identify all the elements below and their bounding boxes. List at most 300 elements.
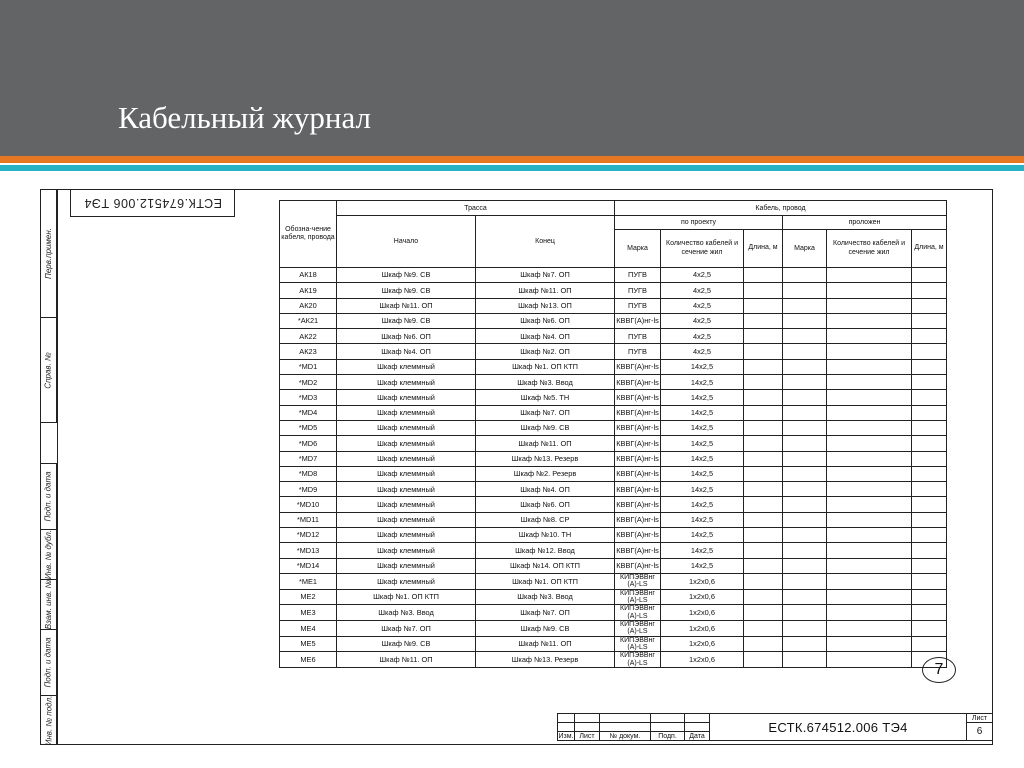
cable-cores: 4х2,5	[661, 298, 744, 313]
table-row	[280, 329, 947, 344]
laid-length	[912, 390, 947, 405]
side-label-ref-no: Справ. №	[44, 351, 53, 389]
side-cell-first-use	[41, 190, 56, 318]
table-row	[280, 652, 947, 668]
cable-brand: КИПЭВВнг (А)-LS	[615, 652, 661, 668]
table-row	[280, 589, 947, 605]
cable-length	[744, 636, 783, 652]
cable-id: ME4	[280, 621, 337, 637]
cable-length	[744, 313, 783, 328]
route-end: Шкаф №13. Резерв	[476, 451, 615, 466]
cable-brand: КВВГ(А)нг-ls	[615, 390, 661, 405]
route-start: Шкаф клеммный	[337, 390, 476, 405]
cable-cores: 1х2х0,6	[661, 605, 744, 621]
cable-cores: 1х2х0,6	[661, 652, 744, 668]
route-end: Шкаф №11. ОП	[476, 283, 615, 298]
cable-cores: 1х2х0,6	[661, 621, 744, 637]
route-start: Шкаф клеммный	[337, 375, 476, 390]
cable-length	[744, 359, 783, 374]
table-row	[280, 298, 947, 313]
cable-cores: 14х2,5	[661, 436, 744, 451]
cable-length	[744, 573, 783, 589]
stamp-code-text: ЕСТК.674512.006 ТЭ4	[83, 196, 222, 210]
cable-length	[744, 466, 783, 481]
laid-brand	[783, 528, 827, 543]
accent-stripe-orange	[0, 156, 1024, 163]
cable-brand: КВВГ(А)нг-ls	[615, 436, 661, 451]
laid-length	[912, 420, 947, 435]
route-start: Шкаф клеммный	[337, 497, 476, 512]
table-row	[280, 512, 947, 527]
cable-brand: КВВГ(А)нг-ls	[615, 451, 661, 466]
drawing-stamp-code	[70, 189, 235, 217]
cable-cores: 1х2х0,6	[661, 589, 744, 605]
cable-cores: 14х2,5	[661, 558, 744, 573]
cable-id: ME3	[280, 605, 337, 621]
cable-id: АК20	[280, 298, 337, 313]
cable-cores: 4х2,5	[661, 344, 744, 359]
side-column-upper	[40, 189, 57, 423]
cable-length	[744, 420, 783, 435]
accent-stripe-teal	[0, 165, 1024, 171]
cable-length	[744, 451, 783, 466]
route-end: Шкаф №3. Ввод	[476, 375, 615, 390]
cable-brand: КИПЭВВнг (А)-LS	[615, 621, 661, 637]
laid-brand	[783, 268, 827, 283]
laid-length	[912, 344, 947, 359]
cable-id: *MD8	[280, 466, 337, 481]
cable-length	[744, 283, 783, 298]
cable-brand: КВВГ(А)нг-ls	[615, 528, 661, 543]
laid-brand	[783, 329, 827, 344]
cable-length	[744, 329, 783, 344]
laid-length	[912, 436, 947, 451]
tb-cell	[651, 714, 685, 723]
laid-length	[912, 558, 947, 573]
cable-id: *АК21	[280, 313, 337, 328]
cable-brand: КВВГ(А)нг-ls	[615, 543, 661, 558]
table-row	[280, 482, 947, 497]
cable-brand: КВВГ(А)нг-ls	[615, 313, 661, 328]
laid-length	[912, 589, 947, 605]
route-start: Шкаф №4. ОП	[337, 344, 476, 359]
laid-brand	[783, 482, 827, 497]
cable-length	[744, 436, 783, 451]
cable-id: ME2	[280, 589, 337, 605]
side-cell-sign-date-2	[41, 630, 56, 696]
cable-id: АК18	[280, 268, 337, 283]
route-start: Шкаф №9. СВ	[337, 283, 476, 298]
laid-cores	[827, 482, 912, 497]
laid-length	[912, 313, 947, 328]
route-start: Шкаф клеммный	[337, 558, 476, 573]
sheet-number-circle: 7	[922, 657, 956, 683]
side-cell-dup-inv	[41, 530, 56, 580]
laid-cores	[827, 268, 912, 283]
table-row	[280, 573, 947, 589]
cable-brand: КВВГ(А)нг-ls	[615, 497, 661, 512]
table-row	[280, 283, 947, 298]
route-start: Шкаф клеммный	[337, 359, 476, 374]
laid-cores	[827, 528, 912, 543]
cable-length	[744, 298, 783, 313]
route-start: Шкаф клеммный	[337, 512, 476, 527]
laid-cores	[827, 436, 912, 451]
cable-cores: 14х2,5	[661, 390, 744, 405]
title-block-code: ЕСТК.674512.006 ТЭ4	[710, 714, 967, 741]
cable-length	[744, 512, 783, 527]
slide-title: Кабельный журнал	[118, 100, 372, 135]
route-end: Шкаф №4. ОП	[476, 482, 615, 497]
laid-brand	[783, 512, 827, 527]
tb-col-label: Дата	[685, 732, 710, 741]
tb-cell	[685, 714, 710, 723]
laid-length	[912, 497, 947, 512]
side-cell-replace-inv	[41, 580, 56, 630]
header-route: Трасса	[337, 201, 615, 216]
route-start: Шкаф №9. СВ	[337, 636, 476, 652]
cable-id: *MD14	[280, 558, 337, 573]
table-row	[280, 359, 947, 374]
laid-brand	[783, 298, 827, 313]
laid-length	[912, 283, 947, 298]
laid-brand	[783, 466, 827, 481]
table-row	[280, 390, 947, 405]
cable-id: *MD11	[280, 512, 337, 527]
cable-id: АК22	[280, 329, 337, 344]
cable-cores: 4х2,5	[661, 329, 744, 344]
laid-cores	[827, 573, 912, 589]
route-end: Шкаф №9. СВ	[476, 621, 615, 637]
laid-cores	[827, 313, 912, 328]
cable-id: АК23	[280, 344, 337, 359]
route-end: Шкаф №3. Ввод	[476, 589, 615, 605]
laid-length	[912, 466, 947, 481]
route-end: Шкаф №9. СВ	[476, 420, 615, 435]
route-end: Шкаф №2. ОП	[476, 344, 615, 359]
route-end: Шкаф №13. ОП	[476, 298, 615, 313]
laid-brand	[783, 344, 827, 359]
header-laid: проложен	[783, 216, 947, 230]
cable-id: *MD13	[280, 543, 337, 558]
laid-length	[912, 512, 947, 527]
table-row	[280, 543, 947, 558]
cable-id: АК19	[280, 283, 337, 298]
cable-length	[744, 543, 783, 558]
route-end: Шкаф №10. ТН	[476, 528, 615, 543]
laid-cores	[827, 405, 912, 420]
cable-brand: КВВГ(А)нг-ls	[615, 558, 661, 573]
cable-brand: ПУГВ	[615, 329, 661, 344]
route-start: Шкаф №9. СВ	[337, 313, 476, 328]
laid-brand	[783, 390, 827, 405]
tb-cell	[651, 723, 685, 732]
laid-brand	[783, 420, 827, 435]
table-row	[280, 375, 947, 390]
cable-brand: КВВГ(А)нг-ls	[615, 466, 661, 481]
laid-brand	[783, 558, 827, 573]
header-length-project: Длина, м	[744, 230, 783, 268]
cable-length	[744, 482, 783, 497]
tb-col-label: Изм.	[558, 732, 574, 740]
side-label-orig-inv: Инв. № подл.	[44, 695, 54, 745]
header-end: Конец	[476, 216, 615, 268]
cable-id: *MD5	[280, 420, 337, 435]
laid-cores	[827, 589, 912, 605]
route-start: Шкаф клеммный	[337, 528, 476, 543]
route-end: Шкаф №7. ОП	[476, 605, 615, 621]
laid-length	[912, 375, 947, 390]
cable-cores: 14х2,5	[661, 512, 744, 527]
laid-brand	[783, 405, 827, 420]
cable-brand: КВВГ(А)нг-ls	[615, 512, 661, 527]
cable-brand: КИПЭВВнг (А)-LS	[615, 573, 661, 589]
tb-col-label: № докум.	[600, 732, 651, 741]
route-start: Шкаф №6. ОП	[337, 329, 476, 344]
cable-length	[744, 390, 783, 405]
cable-length	[744, 405, 783, 420]
route-start: Шкаф №7. ОП	[337, 621, 476, 637]
header-count-section-laid: Количество кабелей и сечение жил	[827, 230, 912, 268]
cable-length	[744, 589, 783, 605]
laid-brand	[783, 589, 827, 605]
laid-brand	[783, 543, 827, 558]
cable-cores: 14х2,5	[661, 451, 744, 466]
cable-length	[744, 497, 783, 512]
cable-length	[744, 268, 783, 283]
cable-brand: ПУГВ	[615, 268, 661, 283]
route-end: Шкаф №8. СР	[476, 512, 615, 527]
laid-cores	[827, 283, 912, 298]
header-cable: Кабель, провод	[615, 201, 947, 216]
cable-id: *MD7	[280, 451, 337, 466]
tb-cell	[600, 723, 651, 732]
header-designation: Обозна-чение кабеля, провода	[280, 201, 337, 268]
tb-cell	[558, 723, 575, 732]
cable-id: *MD4	[280, 405, 337, 420]
side-label-sign-date-1: Подп. и дата	[44, 471, 53, 522]
header-start: Начало	[337, 216, 476, 268]
route-start: Шкаф клеммный	[337, 573, 476, 589]
route-end: Шкаф №6. ОП	[476, 313, 615, 328]
cable-cores: 1х2х0,6	[661, 573, 744, 589]
table-row	[280, 313, 947, 328]
laid-length	[912, 482, 947, 497]
route-start: Шкаф №11. ОП	[337, 652, 476, 668]
laid-brand	[783, 359, 827, 374]
laid-brand	[783, 605, 827, 621]
cable-cores: 14х2,5	[661, 497, 744, 512]
cable-length	[744, 344, 783, 359]
laid-cores	[827, 636, 912, 652]
laid-length	[912, 528, 947, 543]
cable-brand: КВВГ(А)нг-ls	[615, 405, 661, 420]
laid-brand	[783, 636, 827, 652]
header-length-laid: Длина, м	[912, 230, 947, 268]
laid-cores	[827, 652, 912, 668]
title-block-sheet-label: Лист	[967, 714, 993, 723]
side-cell-ref-no	[41, 318, 56, 422]
route-end: Шкаф №11. ОП	[476, 636, 615, 652]
side-cell-orig-inv	[41, 696, 56, 744]
cable-brand: КИПЭВВнг (А)-LS	[615, 589, 661, 605]
laid-length	[912, 636, 947, 652]
cable-length	[744, 375, 783, 390]
laid-cores	[827, 344, 912, 359]
table-row	[280, 636, 947, 652]
cable-brand: ПУГВ	[615, 298, 661, 313]
cable-cores: 14х2,5	[661, 375, 744, 390]
laid-cores	[827, 451, 912, 466]
laid-brand	[783, 652, 827, 668]
laid-cores	[827, 621, 912, 637]
laid-length	[912, 605, 947, 621]
side-label-replace-inv: Взам. инв. №	[44, 579, 54, 630]
laid-length	[912, 451, 947, 466]
table-row	[280, 405, 947, 420]
table-row	[280, 420, 947, 435]
tb-cell	[575, 723, 600, 732]
header-brand-project: Марка	[615, 230, 661, 268]
cable-cores: 4х2,5	[661, 283, 744, 298]
cable-brand: КИПЭВВнг (А)-LS	[615, 605, 661, 621]
table-row	[280, 344, 947, 359]
route-start: Шкаф клеммный	[337, 466, 476, 481]
route-end: Шкаф №12. Ввод	[476, 543, 615, 558]
laid-brand	[783, 283, 827, 298]
laid-length	[912, 405, 947, 420]
cable-id: *MD10	[280, 497, 337, 512]
route-start: Шкаф №9. СВ	[337, 268, 476, 283]
laid-length	[912, 329, 947, 344]
laid-length	[912, 573, 947, 589]
route-end: Шкаф №1. ОП КТП	[476, 359, 615, 374]
laid-cores	[827, 497, 912, 512]
side-cell-sign-date-1	[41, 464, 56, 530]
route-start: Шкаф клеммный	[337, 436, 476, 451]
tb-col-label: Лист	[575, 732, 600, 741]
side-label-sign-date-2: Подп. и дата	[44, 637, 53, 688]
laid-cores	[827, 466, 912, 481]
route-start: Шкаф клеммный	[337, 482, 476, 497]
route-end: Шкаф №6. ОП	[476, 497, 615, 512]
cable-journal-body	[280, 268, 947, 668]
route-start: Шкаф №11. ОП	[337, 298, 476, 313]
route-end: Шкаф №2. Резерв	[476, 466, 615, 481]
side-label-dup-inv: Инв. № дубл.	[44, 529, 54, 580]
cable-id: *MD3	[280, 390, 337, 405]
cable-length	[744, 621, 783, 637]
cable-cores: 14х2,5	[661, 482, 744, 497]
cable-brand: ПУГВ	[615, 283, 661, 298]
laid-cores	[827, 375, 912, 390]
cable-cores: 14х2,5	[661, 528, 744, 543]
cable-brand: КВВГ(А)нг-ls	[615, 420, 661, 435]
laid-brand	[783, 313, 827, 328]
table-row	[280, 497, 947, 512]
route-start: Шкаф №1. ОП КТП	[337, 589, 476, 605]
tb-col-label: Подп.	[651, 732, 685, 741]
cable-length	[744, 652, 783, 668]
route-end: Шкаф №7. ОП	[476, 268, 615, 283]
cable-id: *ME1	[280, 573, 337, 589]
route-start: Шкаф №3. Ввод	[337, 605, 476, 621]
laid-brand	[783, 451, 827, 466]
cable-brand: КВВГ(А)нг-ls	[615, 359, 661, 374]
laid-length	[912, 359, 947, 374]
table-row	[280, 605, 947, 621]
table-row	[280, 558, 947, 573]
cable-id: ME6	[280, 652, 337, 668]
tb-cell	[600, 714, 651, 723]
cable-journal-table	[279, 200, 947, 668]
title-block-sheet-number: 6	[967, 723, 993, 741]
route-start: Шкаф клеммный	[337, 451, 476, 466]
cable-length	[744, 605, 783, 621]
laid-cores	[827, 420, 912, 435]
route-end: Шкаф №11. ОП	[476, 436, 615, 451]
header-count-section-project: Количество кабелей и сечение жил	[661, 230, 744, 268]
cable-cores: 4х2,5	[661, 313, 744, 328]
cable-cores: 14х2,5	[661, 359, 744, 374]
tb-cell	[575, 714, 600, 723]
cable-brand: КВВГ(А)нг-ls	[615, 482, 661, 497]
cable-id: *MD2	[280, 375, 337, 390]
cable-id: *MD1	[280, 359, 337, 374]
header-brand-laid: Марка	[783, 230, 827, 268]
table-row	[280, 451, 947, 466]
cable-cores: 4х2,5	[661, 268, 744, 283]
laid-cores	[827, 329, 912, 344]
tb-cell	[685, 723, 710, 732]
cable-cores: 14х2,5	[661, 405, 744, 420]
laid-cores	[827, 543, 912, 558]
laid-cores	[827, 359, 912, 374]
cable-id: *MD6	[280, 436, 337, 451]
tb-cell	[558, 714, 575, 723]
laid-length	[912, 268, 947, 283]
side-column-divider	[57, 189, 58, 745]
laid-brand	[783, 497, 827, 512]
title-block	[557, 713, 993, 741]
cable-brand: КИПЭВВнг (А)-LS	[615, 636, 661, 652]
cable-cores: 1х2х0,6	[661, 636, 744, 652]
cable-brand: КВВГ(А)нг-ls	[615, 375, 661, 390]
cable-length	[744, 558, 783, 573]
route-end: Шкаф №5. ТН	[476, 390, 615, 405]
table-row	[280, 621, 947, 637]
route-end: Шкаф №1. ОП КТП	[476, 573, 615, 589]
route-start: Шкаф клеммный	[337, 543, 476, 558]
laid-cores	[827, 298, 912, 313]
laid-cores	[827, 390, 912, 405]
laid-length	[912, 621, 947, 637]
cable-cores: 14х2,5	[661, 420, 744, 435]
route-end: Шкаф №4. ОП	[476, 329, 615, 344]
laid-length	[912, 298, 947, 313]
laid-length	[912, 543, 947, 558]
laid-brand	[783, 436, 827, 451]
table-row	[280, 466, 947, 481]
table-row	[280, 268, 947, 283]
laid-cores	[827, 558, 912, 573]
laid-cores	[827, 605, 912, 621]
laid-cores	[827, 512, 912, 527]
route-end: Шкаф №13. Резерв	[476, 652, 615, 668]
cable-length	[744, 528, 783, 543]
cable-brand: ПУГВ	[615, 344, 661, 359]
table-row	[280, 528, 947, 543]
